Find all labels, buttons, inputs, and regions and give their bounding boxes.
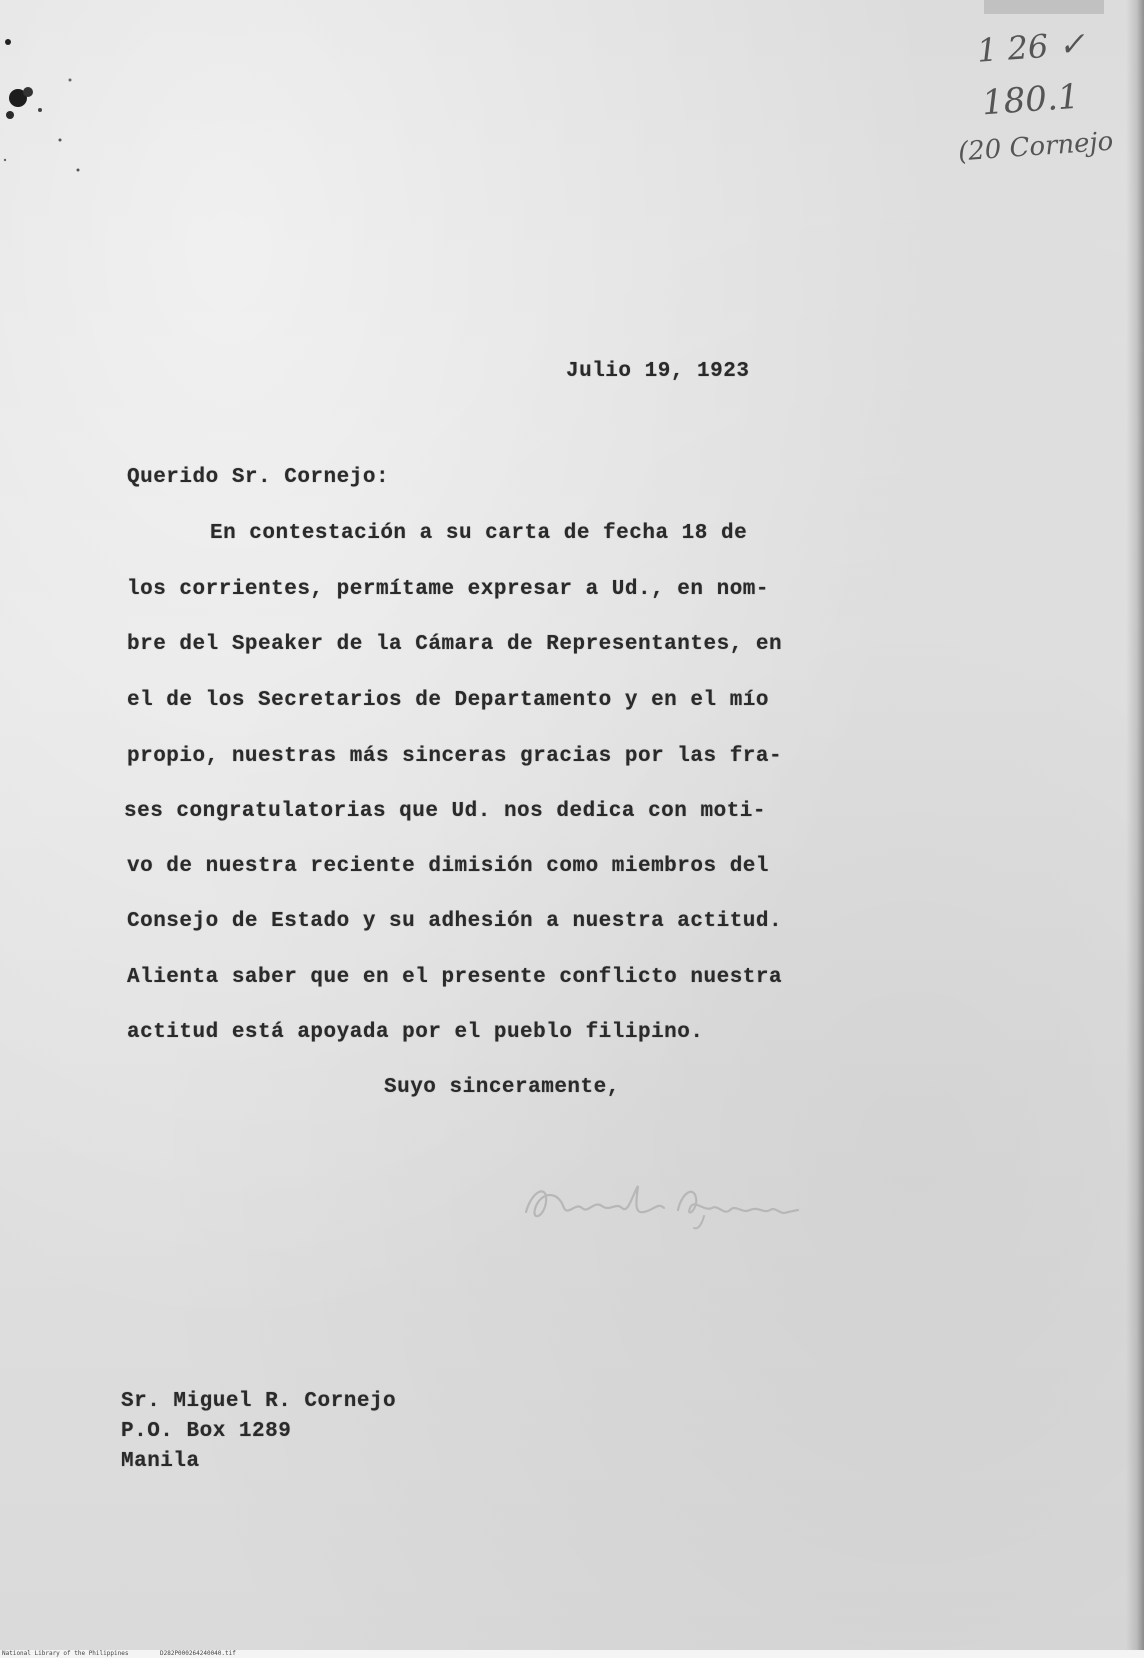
- archive-annotation-3: (20 Cornejo: [957, 126, 1115, 168]
- recipient-name: Sr. Miguel R. Cornejo: [121, 1390, 397, 1413]
- recipient-city: Manila: [121, 1450, 200, 1473]
- archive-annotation-1: 1 26 ✓: [975, 24, 1087, 70]
- page-edge-shadow: [1126, 0, 1144, 1650]
- body-line: ses congratulatorias que Ud. nos dedica con moti-: [124, 800, 767, 823]
- scan-footer: [0, 1650, 1144, 1658]
- archive-annotation-2: 180.1: [980, 76, 1081, 124]
- body-line: actitud está apoyada por el pueblo filipino.: [127, 1021, 704, 1044]
- letter-salutation: Querido Sr. Cornejo:: [127, 466, 390, 489]
- footer-library-name: National Library of the Philippines: [2, 1650, 129, 1657]
- body-line: En contestación a su carta de fecha 18 de: [210, 522, 748, 545]
- footer-file-id: D282P000264240040.tif: [160, 1650, 236, 1657]
- letter-date: Julio 19, 1923: [566, 360, 750, 383]
- body-line: los corrientes, permítame expresar a Ud., en nom-: [127, 578, 770, 601]
- body-line: bre del Speaker de la Cámara de Representantes, en: [127, 633, 783, 656]
- body-line: vo de nuestra reciente dimisión como miembros del: [127, 855, 770, 878]
- recipient-box: P.O. Box 1289: [121, 1420, 292, 1443]
- body-line: Consejo de Estado y su adhesión a nuestra actitud.: [127, 910, 783, 933]
- body-line: Alienta saber que en el presente conflicto nuestra: [127, 966, 783, 989]
- letter-closing: Suyo sinceramente,: [384, 1076, 620, 1099]
- ink-specks: [0, 20, 110, 190]
- handwritten-signature: [518, 1172, 838, 1232]
- page-top-strip: [984, 0, 1104, 14]
- body-line: propio, nuestras más sinceras gracias por las fra-: [127, 745, 783, 768]
- body-line: el de los Secretarios de Departamento y en el mío: [127, 689, 770, 712]
